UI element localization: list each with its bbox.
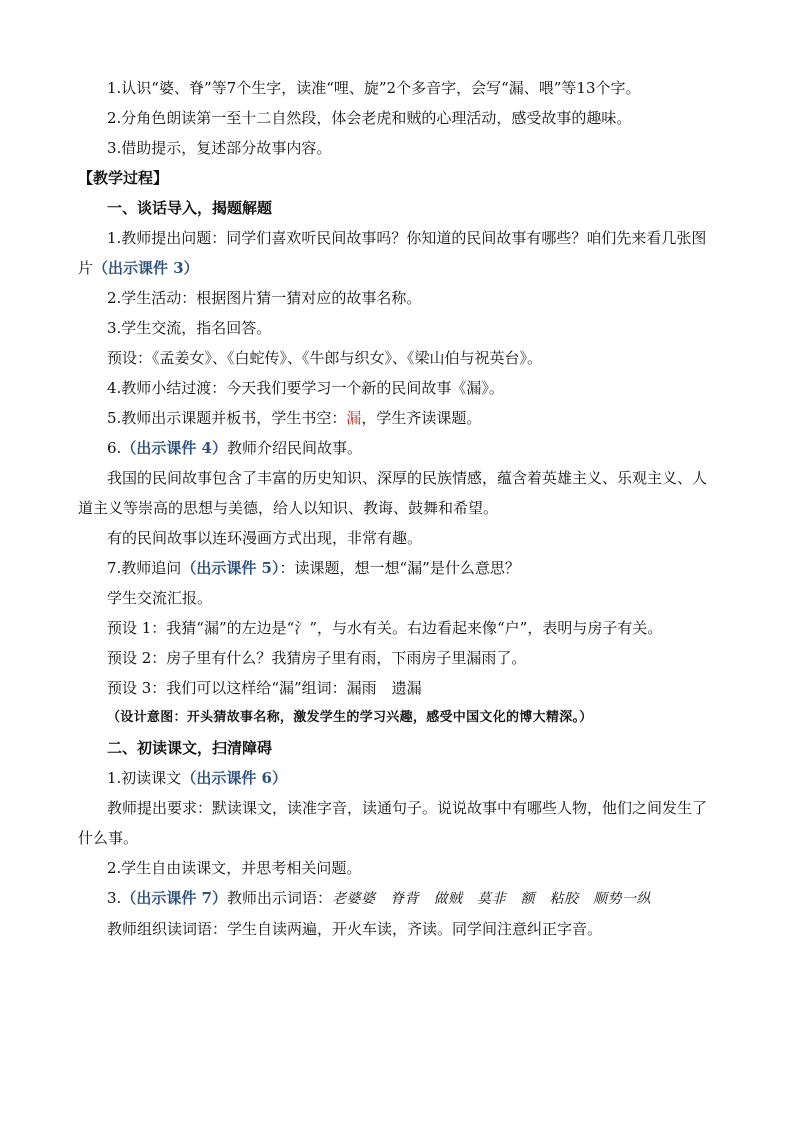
- preset-3: 预设 3：我们可以这样给“漏”组词：漏雨 遗漏: [107, 679, 422, 697]
- goal-2: 2.分角色朗读第一至十二自然段，体会老虎和贼的心理活动，感受故事的趣味。: [107, 109, 632, 127]
- step-1-6: [78, 433, 718, 463]
- step-2-2: 2.学生自由读课文，并思考相关问题。: [107, 859, 362, 877]
- step-text: 7.教师追问: [107, 559, 182, 577]
- goal-1: 1.认识“婆、脊”等7个生字，读准“哩、旋”2个多音字，会写“漏、喂”等13个字。: [107, 79, 641, 97]
- teaching-process-heading: 【教学过程】: [78, 169, 169, 187]
- step-2-1: [78, 763, 718, 793]
- step-text: 1.教师提出问题：同学们喜欢听民间故事吗？你知道的民间故事有哪些？咱们先来看几张图片: [78, 229, 707, 277]
- step-2-3: [78, 883, 718, 914]
- student-report: 学生交流汇报。: [107, 589, 213, 607]
- preset-answer: 预设：《孟姜女》、《白蛇传》、《牛郎与织女》、《梁山伯与祝英台》。: [107, 349, 543, 367]
- step-text: 1.初读课文: [107, 769, 182, 787]
- lesson-plan-body: [78, 73, 718, 944]
- section-2-title: 二、初读课文，扫清障碍: [107, 739, 273, 757]
- courseware-tag: （出示课件 3）: [93, 259, 199, 277]
- step-text-tail: ，学生齐读课题。: [361, 409, 482, 427]
- highlighted-character: 漏: [346, 409, 362, 427]
- step-1-7: [78, 553, 718, 583]
- step-1-2: 2.学生活动：根据图片猜一猜对应的故事名称。: [107, 289, 422, 307]
- goal-3: 3.借助提示，复述部分故事内容。: [107, 139, 332, 157]
- step-1-4: 4.教师小结过渡：今天我们要学习一个新的民间故事《漏》。: [107, 379, 504, 397]
- preset-1: 预设 1：我猜“漏”的左边是“氵”，与水有关。右边看起来像“户”，表明与房子有关。: [107, 619, 663, 637]
- step-text: 教师介绍民间故事。: [226, 439, 362, 457]
- word-reading-organization: 教师组织读词语：学生自读两遍，开火车读，齐读。同学间注意纠正字音。: [107, 920, 603, 938]
- courseware-tag: （出示课件 5）: [181, 559, 280, 577]
- teacher-requirement: 教师提出要求：默读课文，读准字音，读通句子。说说故事中有哪些人物，他们之间发生了什么事。: [78, 799, 708, 847]
- preset-2: 预设 2：房子里有什么？我猜房子里有雨，下雨房子里漏雨了。: [107, 649, 527, 667]
- step-text-tail: ：读课题，想一想“漏”是什么意思？: [279, 559, 520, 577]
- section-1-title: 一、谈话导入，揭题解题: [107, 199, 273, 217]
- courseware-tag: （出示课件 4）: [121, 439, 227, 457]
- step-number: 6.: [107, 439, 122, 457]
- comic-paragraph: 有的民间故事以连环漫画方式出现，非常有趣。: [107, 529, 423, 547]
- step-text: 5.教师出示课题并板书，学生书空：: [107, 409, 347, 427]
- design-intent-note: （设计意图：开头猜故事名称，激发学生的学习兴趣，感受中国文化的博大精深。）: [107, 710, 593, 725]
- step-1-5: [78, 403, 718, 433]
- step-1-3: 3.学生交流，指名回答。: [107, 319, 272, 337]
- vocabulary-words: 老婆婆 脊背 做贼 莫非 额 粘胶 顺势一纵: [332, 891, 651, 907]
- step-1-1: [78, 223, 718, 283]
- step-number: 3.: [107, 889, 122, 907]
- courseware-tag: （出示课件 6）: [181, 769, 287, 787]
- folk-tale-paragraph: 我国的民间故事包含了丰富的历史知识、深厚的民族情感，蕴含着英雄主义、乐观主义、人道主义等崇高的思想与美德，给人以知识、教诲、鼓舞和希望。: [78, 469, 708, 517]
- step-text: 教师出示词语：: [226, 889, 332, 907]
- courseware-tag: （出示课件 7）: [121, 889, 227, 907]
